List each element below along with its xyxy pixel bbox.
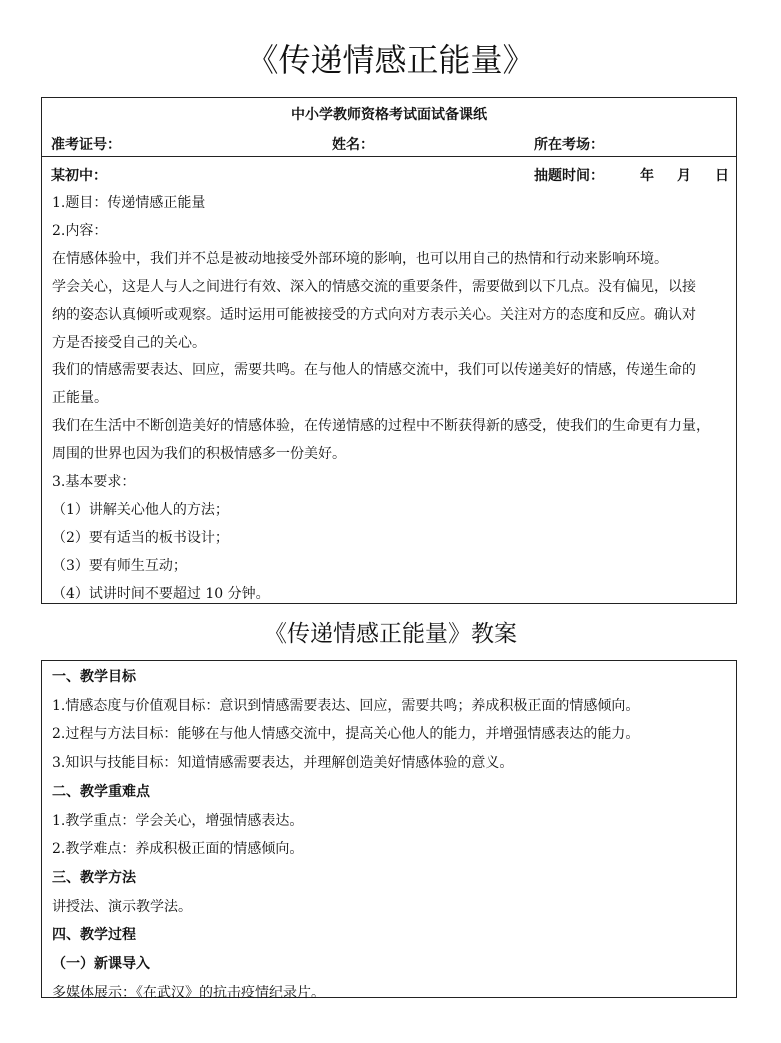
content-line: （3）要有师生互动； — [52, 557, 187, 574]
content-line: 2.内容： — [52, 222, 108, 239]
content-line: 我们在生活中不断创造美好的情感体验，在传递情感的过程中不断获得新的感受，使我们的生命更有力量， — [52, 418, 710, 435]
content-line: （1）讲解关心他人的方法； — [52, 501, 229, 518]
section-heading: 四、教学过程 — [52, 927, 136, 944]
form-meta-row — [42, 157, 736, 190]
exam-number-label: 准考证号： — [51, 137, 121, 153]
lesson-plan — [41, 660, 737, 1001]
content-line: 正能量。 — [52, 390, 108, 407]
content-line: 1.教学重点：学会关心，增强情感表达。 — [52, 812, 304, 829]
content-line: 讲授法、演示教学法。 — [52, 898, 192, 915]
page-title: 《传递情感正能量》 — [246, 41, 535, 79]
lesson-plan-title: 《传递情感正能量》教案 — [264, 621, 517, 647]
subsection-heading: （一）新课导入 — [52, 956, 150, 973]
content-line: 1.情感态度与价值观目标：意识到情感需要表达、回应，需要共鸣；养成积极正面的情感倾向。 — [52, 697, 640, 714]
venue-label: 所在考场： — [534, 137, 604, 153]
section-heading: 三、教学方法 — [52, 869, 136, 886]
content-line: 我们的情感需要表达、回应，需要共鸣。在与他人的情感交流中，我们可以传递美好的情感，传递生命的 — [52, 362, 696, 379]
section-heading: 一、教学目标 — [52, 669, 136, 685]
content-line: 方是否接受自己的关心。 — [52, 334, 206, 351]
school-level-label: 某初中： — [51, 168, 107, 184]
content-line: 2.过程与方法目标：能够在与他人情感交流中，提高关心他人的能力，并增强情感表达的能力。 — [52, 726, 640, 743]
year-label: 年 — [640, 168, 654, 184]
content-line: 周围的世界也因为我们的积极情感多一份美好。 — [52, 446, 346, 463]
section-heading: 二、教学重难点 — [52, 783, 150, 800]
draw-time-label: 抽题时间： — [534, 168, 604, 184]
month-label: 月 — [677, 168, 691, 184]
content-line: 在情感体验中，我们并不总是被动地接受外部环境的影响，也可以用自己的热情和行动来影响环境。 — [52, 250, 668, 267]
content-line: （4）试讲时间不要超过 10 分钟。 — [52, 585, 270, 602]
content-line: 2.教学难点：养成积极正面的情感倾向。 — [52, 841, 304, 858]
content-line: 3.知识与技能目标：知道情感需要表达，并理解创造美好情感体验的意义。 — [52, 755, 514, 772]
prep-form — [41, 97, 737, 604]
content-line: 1.题目：传递情感正能量 — [52, 195, 206, 211]
content-line: 学会关心，这是人与人之间进行有效、深入的情感交流的重要条件，需要做到以下几点。没有偏见，以接 — [52, 278, 696, 295]
form-candidate-row — [42, 132, 736, 156]
day-label: 日 — [715, 168, 729, 184]
form-content — [42, 190, 736, 609]
content-line: 纳的姿态认真倾听或观察。适时运用可能被接受的方式向对方表示关心。关注对方的态度和反应。确认对 — [52, 306, 696, 323]
content-line: （2）要有适当的板书设计； — [52, 529, 229, 546]
form-header: 中小学教师资格考试面试备课纸 — [291, 107, 487, 123]
name-label: 姓名： — [332, 137, 374, 153]
content-line: 3.基本要求： — [52, 474, 136, 491]
lesson-plan-content — [42, 661, 736, 1007]
content-line: 多媒体展示：《在武汉》的抗击疫情纪录片。 — [52, 984, 325, 1001]
